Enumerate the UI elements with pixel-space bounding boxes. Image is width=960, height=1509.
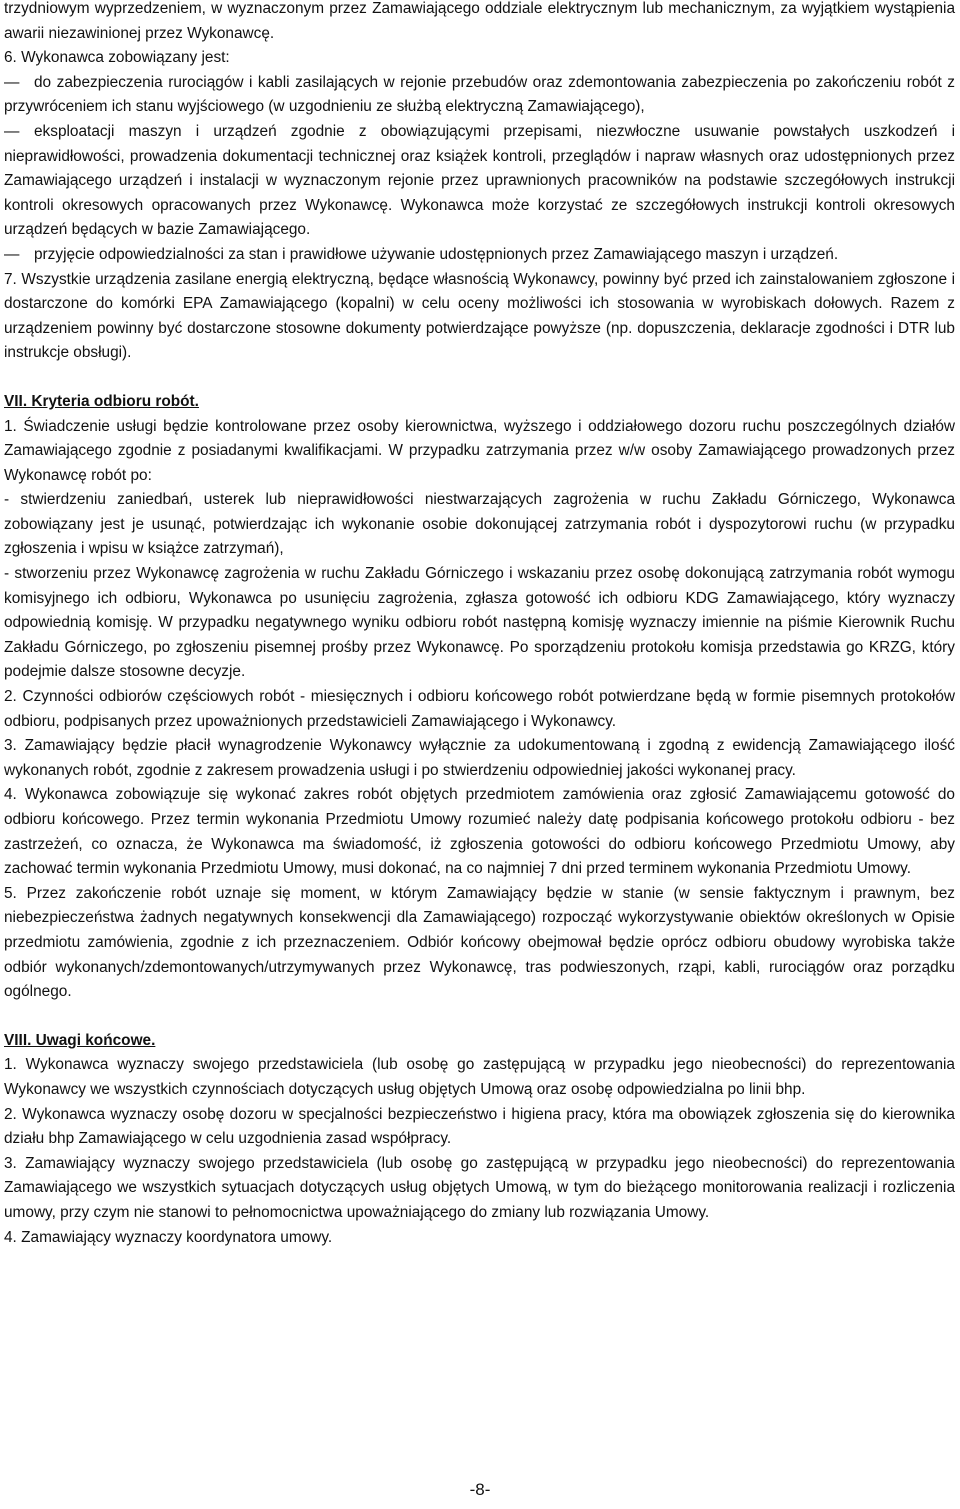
- section-viii-item-4: 4. Zamawiający wyznaczy koordynatora umowy.: [4, 1228, 333, 1246]
- section-viii-item-1: 1. Wykonawca wyznaczy swojego przedstawiciela (lub osobę go zastępującą w przypadku jego nieobecności) do reprezentowania Wykonawcy we wszystkich czynnościach dotyczących usług objętych Umową oraz osobę odpowiedzialna po linii bhp.: [4, 1056, 955, 1098]
- item-7: 7. Wszystkie urządzenia zasilane energią elektryczną, będące własnością Wykonawcy, powinny być przed ich zainstalowaniem zgłoszone i dostarczone do komórki EPA Zamawiającego (kopalni) w celu oceny możliwości ich stosowania w wyrobiskach dołowych. Razem z urządzeniem powinny być dostarczone stosowne dokumenty potwierdzające powyższe (np. dopuszczenia, deklaracje zgodności i DTR lub instrukcje obsługi).: [4, 270, 955, 362]
- section-viii-item-2: 2. Wykonawca wyznaczy osobę dozoru w specjalności bezpieczeństwo i higiena pracy, która ma obowiązek zgłoszenia się do kierownika działu bhp Zamawiającego w celu uzgodnienia zasad współpracy.: [4, 1105, 955, 1148]
- item-6-dash-2: [4, 120, 955, 243]
- section-vii-item-2: 2. Czynności odbiorów częściowych robót - miesięcznych i odbioru końcowego robót potwierdzane będą w formie pisemnych protokołów odbioru, podpisanych przez upoważnionych przedstawicieli Zamawiającego i Wykonawcy.: [4, 688, 955, 730]
- document-page: [4, 0, 955, 1250]
- section-spacer: [4, 1005, 955, 1029]
- paragraph-intro: trzydniowym wyprzedzeniem, w wyznaczonym przez Zamawiającego oddziale elektrycznym lub mechanicznym, za wyjątkiem wystąpienia awarii niezawinionej przez Wykonawcę.: [4, 0, 955, 42]
- item-6-dash-1: [4, 71, 955, 120]
- section-vii-item-3: 3. Zamawiający będzie płacił wynagrodzenie Wykonawcy wyłącznie za udokumentowaną i zgodną z ewidencją Zamawiającego ilość wykonanych robót, zgodnie z zakresem prowadzenia usługi i po stwierdzeniu odpowiedniej jakości wykonanej pracy.: [4, 737, 955, 779]
- section-vii-item-4: 4. Wykonawca zobowiązuje się wykonać zakres robót objętych przedmiotem zamówienia oraz zgłosić Zamawiającemu gotowość do odbioru końcowego. Przez termin wykonania Przedmiotu Umowy rozumieć należy datę podpisania końcowego protokołu odbioru - bez zastrzeżeń, co oznacza, że Wykonawca ma świadomość, iż zgłoszenia gotowości do odbioru końcowego Przedmiotu Umowy, aby zachować termin wykonania Przedmiotu Umowy, musi dokonać, na co najmniej 7 dni przed terminem wykonania Przedmiotu Umowy.: [4, 786, 955, 878]
- item-6-dash-3: [4, 243, 955, 268]
- dash-bullet: [4, 120, 34, 145]
- item-6-dash-1-text: do zabezpieczenia rurociągów i kabli zasilających w rejonie przebudów oraz zdemontowania zabezpieczenia po zakończeniu robót z przywróceniem ich stanu wyjściowego (w uzgodnieniu ze służbą elektryczną Zamawiającego),: [4, 73, 955, 116]
- section-vii-item-1a: - stwierdzeniu zaniedbań, usterek lub nieprawidłowości niestwarzających zagrożenia w ruchu Zakładu Górniczego, Wykonawca zobowiązany jest je usunąć, potwierdzając ich wykonanie osobie dokonującej zatrzymania robót i dyspozytorowi ruchu (w przypadku zgłoszenia i wpisu w książce zatrzymań),: [4, 491, 955, 558]
- section-spacer: [4, 366, 955, 390]
- section-vii-item-1: 1. Świadczenie usługi będzie kontrolowane przez osoby kierownictwa, wyższego i oddziałowego dozoru ruchu poszczególnych działów Zamawiającego zgodnie z posiadanymi kwalifikacjami. W przypadku zatrzymania przez w/w osoby Zamawiającego prowadzonych przez Wykonawcę robót po:: [4, 417, 955, 484]
- dash-bullet: [4, 71, 34, 96]
- dash-bullet: [4, 243, 34, 268]
- item-6-dash-3-text: przyjęcie odpowiedzialności za stan i prawidłowe używanie udostępnionych przez Zamawiającego maszyn i urządzeń.: [34, 245, 839, 263]
- page-number: -8-: [469, 1480, 491, 1499]
- item-6-dash-2-text: eksploatacji maszyn i urządzeń zgodnie z obowiązującymi przepisami, niezwłoczne usuwanie powstałych uszkodzeń i nieprawidłowości, prowadzenia dokumentacji technicznej oraz książek kontroli, przeglądów i napraw własnych oraz udostępnionych przez Zamawiającego urządzeń i instalacji w wyznaczonym rejonie przez uprawnionych pracowników na podstawie szczegółowych instrukcji kontroli okresowych opracowanych przez Wykonawcę. Wykonawca może korzystać ze szczegółowych instrukcji kontroli okresowych urządzeń będących w bazie Zamawiającego.: [4, 122, 955, 239]
- section-vii-heading: VII. Kryteria odbioru robót.: [4, 392, 199, 410]
- section-vii-item-5: 5. Przez zakończenie robót uznaje się moment, w którym Zamawiający będzie w stanie (w sensie faktycznym i prawnym, bez niebezpieczeństwa żadnych negatywnych konsekwencji dla Zamawiającego) rozpocząć wykorzystywanie obiektów określonych w Opisie przedmiotu zamówienia, zgodnie z ich przeznaczeniem. Odbiór końcowy obejmował będzie oprócz odbioru obudowy wyrobiska także odbiór wykonanych/zdemontowanych/utrzymywanych przez Wykonawcę, tras podwieszonych, rząpi, kabli, rurociągów oraz porządku ogólnego.: [4, 884, 955, 1001]
- item-6: 6. Wykonawca zobowiązany jest:: [4, 49, 230, 67]
- section-viii-item-3: 3. Zamawiający wyznaczy swojego przedstawiciela (lub osobę go zastępującą w przypadku jego nieobecności) do reprezentowania Zamawiającego we wszystkich sytuacjach dotyczących usług objętych Umową, w tym do bieżącego monitorowania realizacji i rozliczenia umowy, przy czym nie stanowi to pełnomocnictwa upoważniającego do zmiany lub rozwiązania Umowy.: [4, 1154, 955, 1221]
- section-viii-heading: VIII. Uwagi końcowe.: [4, 1031, 156, 1049]
- section-vii-item-1b: - stworzeniu przez Wykonawcę zagrożenia w ruchu Zakładu Górniczego i wskazaniu przez osobę dokonującą zatrzymania robót wymogu komisyjnego ich odbioru, Wykonawca po usunięciu zagrożenia, zgłasza gotowość ich odbioru KDG Zamawiającego, który wyznaczy odpowiednią komisję. W przypadku negatywnego wyniku odbioru robót następną komisję wyznaczy imiennie na piśmie Kierownik Ruchu Zakładu Górniczego, po zgłoszeniu pisemnej prośby przez Wykonawcę. Po sporządzeniu protokołu komisja przedstawia go KRZG, który podejmie dalsze stosowne decyzje.: [4, 565, 955, 681]
